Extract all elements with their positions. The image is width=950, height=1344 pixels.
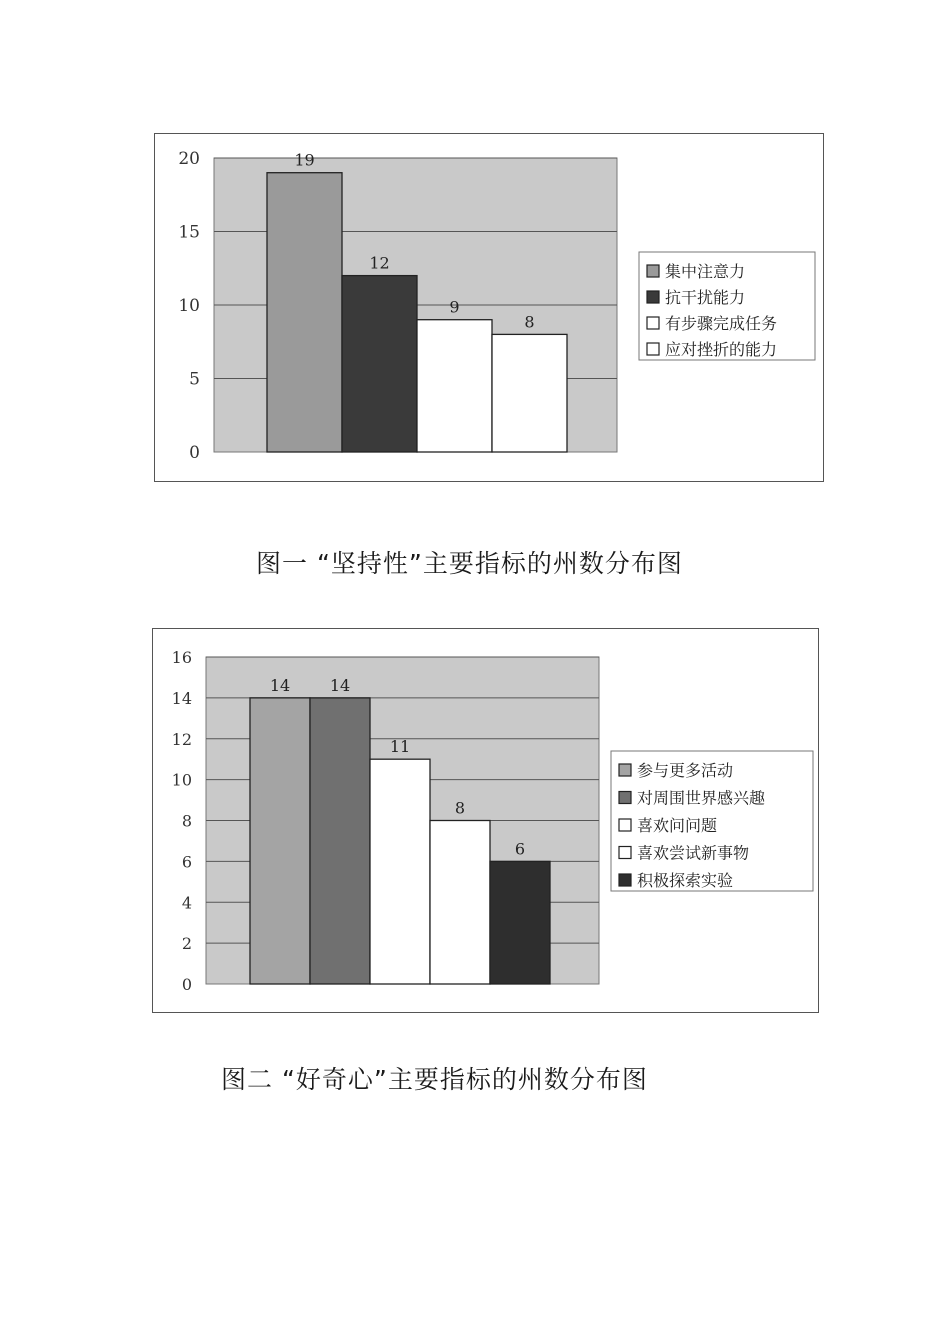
chart-1-legend-swatch <box>647 317 659 329</box>
chart-1-legend-swatch <box>647 343 659 355</box>
chart-1-y-tick-label: 20 <box>178 149 200 169</box>
chart-2-y-tick-label: 8 <box>181 811 192 831</box>
chart-2-legend-label: 对周围世界感兴趣 <box>637 788 766 808</box>
chart-1-y-tick-label: 5 <box>189 369 200 390</box>
chart-1-legend-swatch <box>647 291 659 303</box>
chart-2-legend-swatch <box>619 764 631 776</box>
chart-2-bar <box>490 861 550 984</box>
chart-2-data-label: 6 <box>514 839 526 859</box>
chart-1-bar <box>342 276 417 452</box>
chart-2-caption: 图二 “好奇心”主要指标的州数分布图 <box>221 1065 648 1094</box>
chart-2-legend-swatch <box>619 874 631 886</box>
chart-1-svg <box>155 134 822 480</box>
chart-2-bar <box>370 759 430 984</box>
chart-2-bar <box>430 821 490 985</box>
chart-1-frame <box>154 133 824 482</box>
chart-1-caption: 图一 “坚持性”主要指标的州数分布图 <box>256 549 683 578</box>
chart-1-data-label: 8 <box>524 312 535 332</box>
chart-2-data-label: 8 <box>454 798 466 818</box>
chart-1-data-label: 12 <box>369 253 390 273</box>
chart-1-legend-swatch <box>647 265 659 277</box>
chart-1-legend-label: 抗干扰能力 <box>665 288 746 307</box>
chart-1-y-tick-label: 10 <box>178 296 200 316</box>
chart-1-data-label: 9 <box>449 297 460 317</box>
chart-2-y-tick-label: 4 <box>181 893 192 913</box>
chart-1-data-label: 19 <box>294 150 315 170</box>
chart-2-y-tick-label: 0 <box>181 975 192 994</box>
chart-2-legend-swatch <box>619 819 631 831</box>
chart-2-y-tick-label: 12 <box>171 729 192 749</box>
chart-2-y-tick-label: 10 <box>171 770 192 790</box>
chart-1-y-tick-label: 15 <box>178 222 200 243</box>
chart-2-frame <box>152 628 819 1013</box>
chart-2-legend-label: 喜欢问问题 <box>637 816 718 835</box>
chart-1-legend-label: 集中注意力 <box>665 262 746 281</box>
chart-2-svg <box>153 629 817 1011</box>
chart-1-bar <box>492 334 567 452</box>
chart-2-legend-swatch <box>619 792 631 804</box>
chart-2-legend-label: 喜欢尝试新事物 <box>637 843 750 863</box>
chart-2-data-label: 11 <box>389 737 411 757</box>
chart-2-data-label: 14 <box>329 675 351 695</box>
chart-2-legend-label: 参与更多活动 <box>637 761 734 780</box>
chart-2-bar <box>250 698 310 984</box>
chart-2-bar <box>310 698 370 984</box>
chart-1-legend-label: 有步骤完成任务 <box>665 314 778 333</box>
chart-2-data-label: 14 <box>269 675 291 695</box>
chart-2-y-tick-label: 14 <box>171 688 192 708</box>
chart-2-y-tick-label: 16 <box>171 648 192 667</box>
chart-2-y-tick-label: 2 <box>181 934 192 954</box>
chart-1-bar <box>267 173 342 452</box>
chart-2-legend-label: 积极探索实验 <box>637 871 734 890</box>
chart-2-y-tick-label: 6 <box>181 852 192 872</box>
chart-2-legend-swatch <box>619 847 631 859</box>
chart-1-legend-label: 应对挫折的能力 <box>665 340 778 359</box>
chart-1-bar <box>417 320 492 452</box>
chart-1-y-tick-label: 0 <box>189 443 200 463</box>
